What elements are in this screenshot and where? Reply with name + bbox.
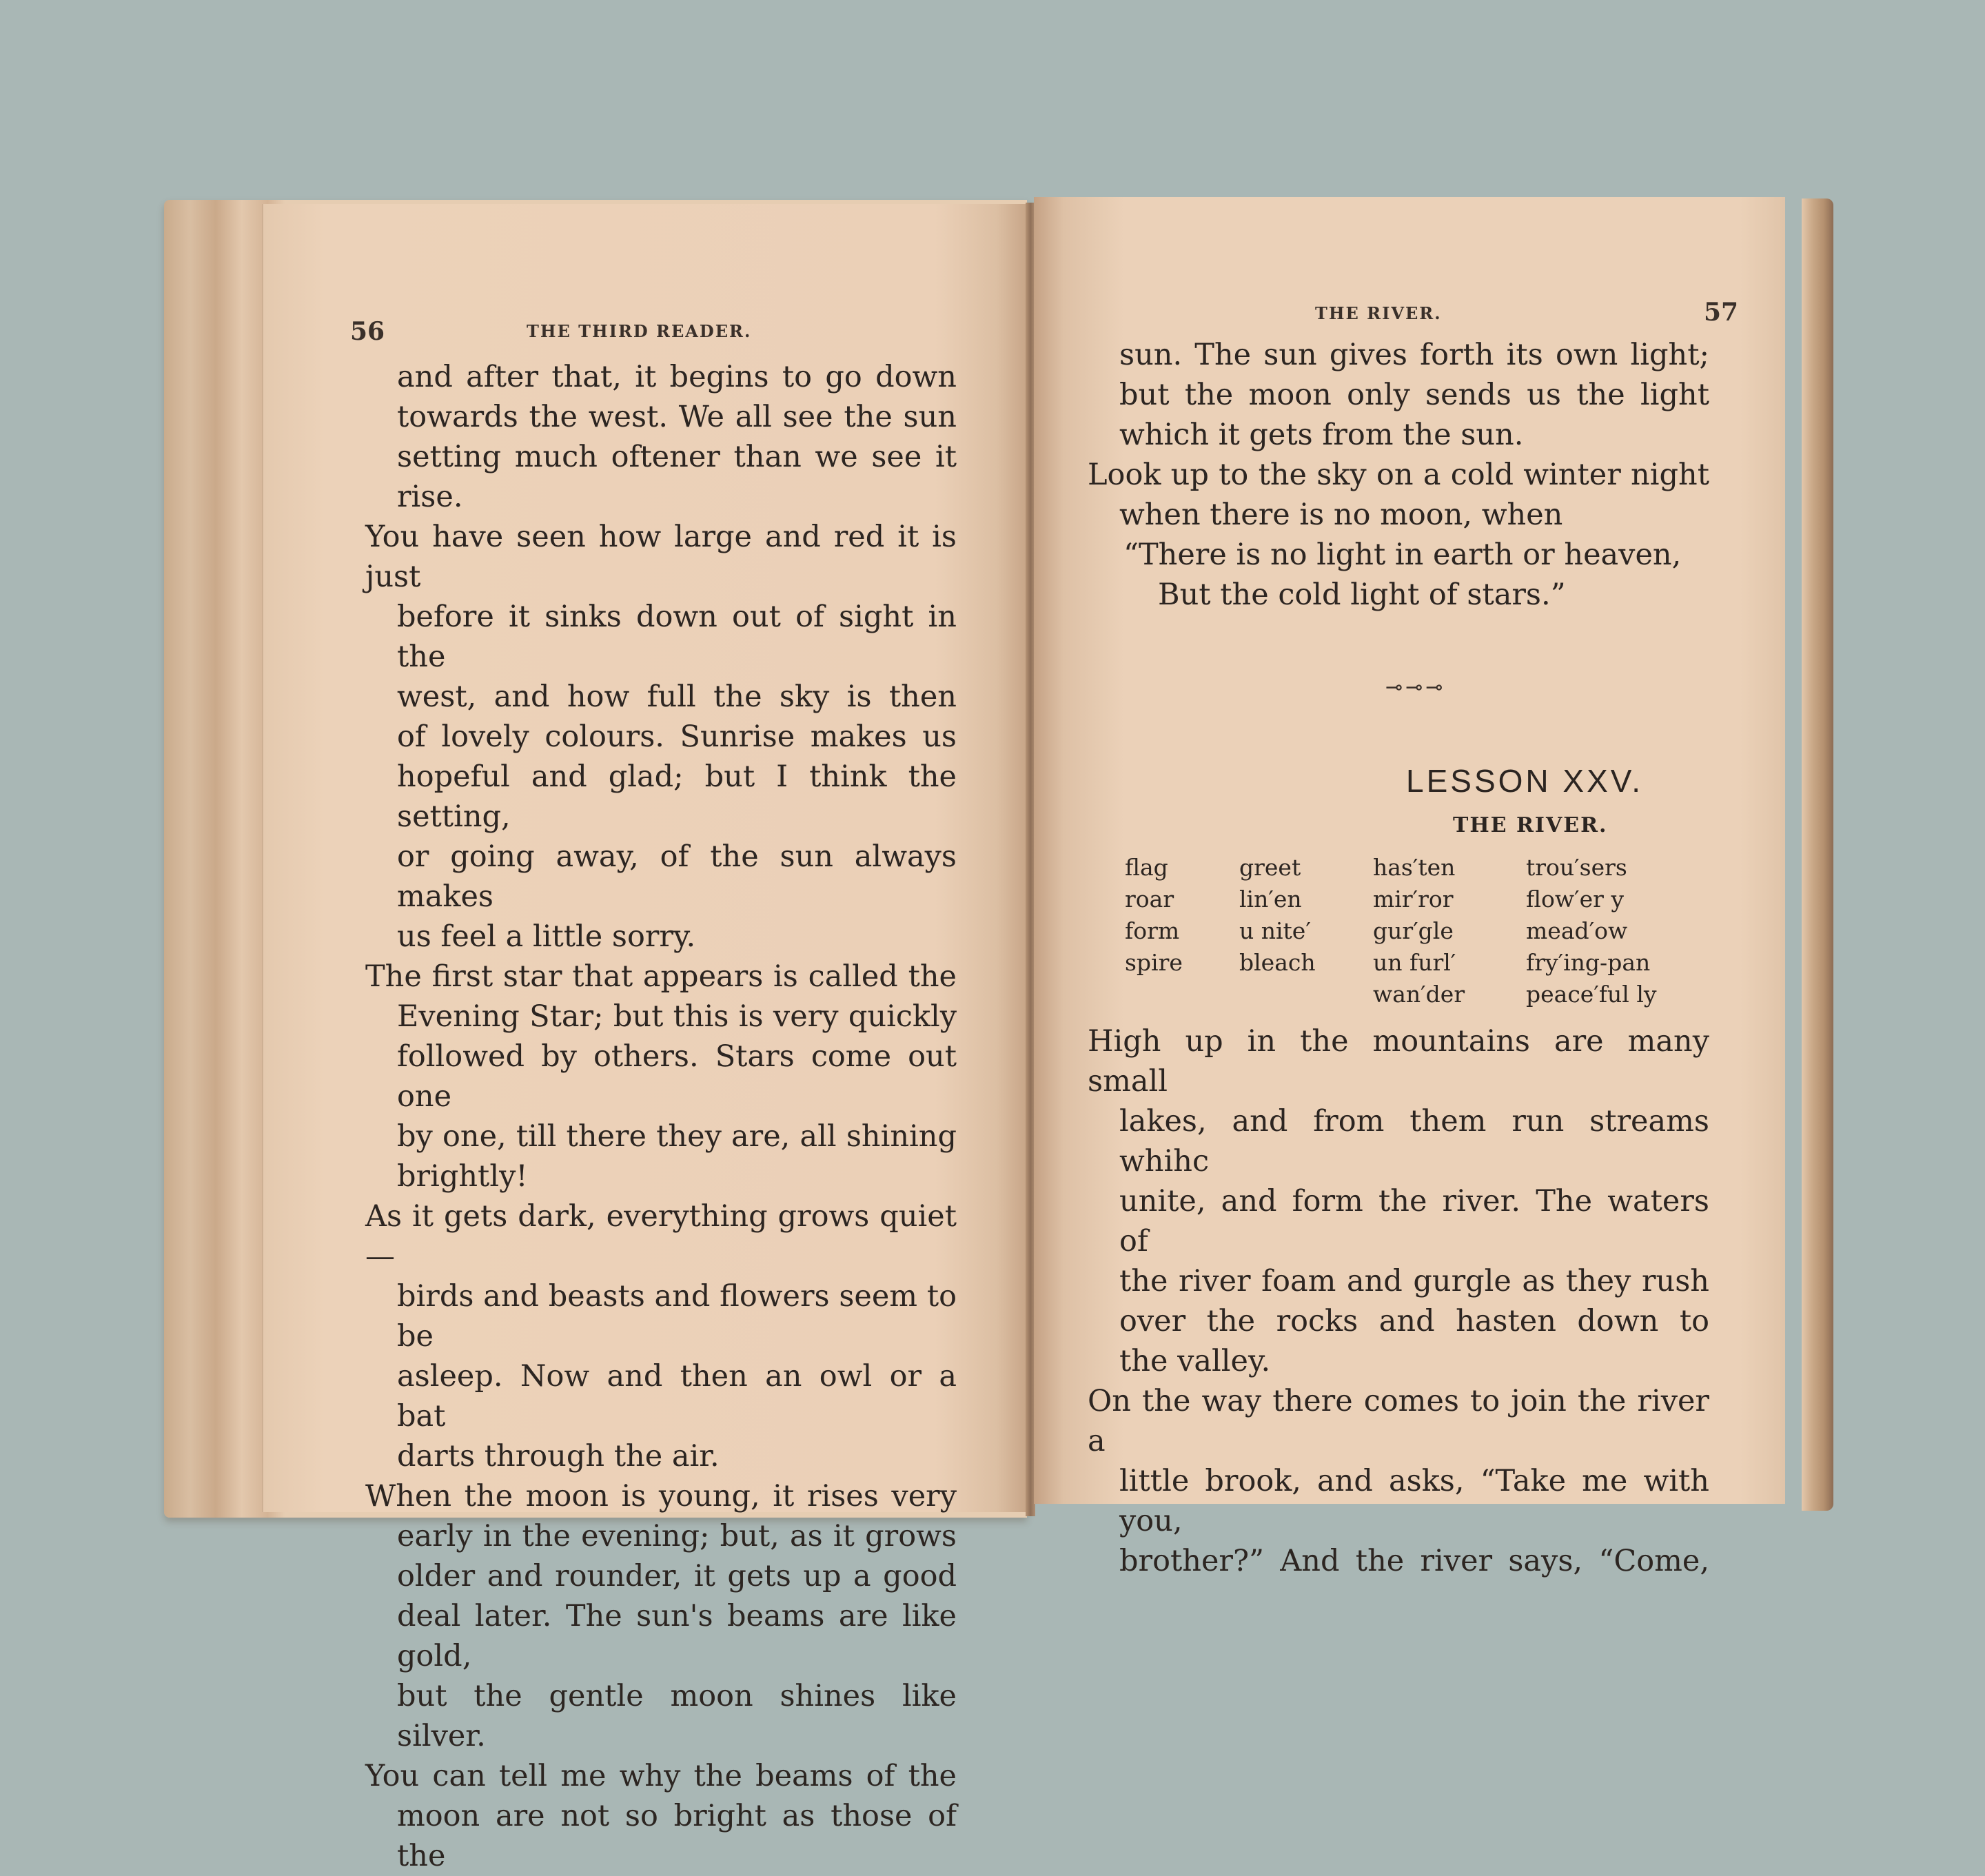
- vocabulary-table: [1125, 852, 1711, 1017]
- text-line: unite, and form the river. The waters of: [1119, 1184, 1709, 1258]
- text-line: early in the evening; but, as it grows: [397, 1519, 957, 1553]
- text-line: You have seen how large and red it is just: [365, 520, 957, 594]
- vocab-word: peace′ful ly: [1526, 981, 1657, 1008]
- vocab-word: lin′en: [1239, 886, 1302, 912]
- vocab-column: [1239, 852, 1316, 979]
- lesson-subtitle: THE RIVER.: [1453, 813, 1608, 837]
- right-page-stack: [1802, 198, 1833, 1511]
- left-page-text: [365, 357, 957, 1876]
- right-page-top-text: [1088, 335, 1709, 535]
- text-line: and after that, it begins to go down: [397, 360, 957, 394]
- right-page-bottom-text: [1088, 1021, 1709, 1581]
- text-line: hopeful and glad; but I think the setting,: [397, 759, 957, 834]
- vocab-column: [1125, 852, 1183, 979]
- left-page: [262, 204, 1027, 1873]
- vocab-word: greet: [1239, 854, 1301, 881]
- text-line: but the moon only sends us the light: [1119, 378, 1709, 412]
- text-line: The first star that appears is called the: [365, 959, 957, 994]
- text-line: birds and beasts and flowers seem to be: [397, 1279, 957, 1354]
- text-line: which it gets from the sun.: [1119, 418, 1524, 452]
- vocab-word: fry′ing-pan: [1526, 949, 1651, 976]
- quote-line: But the cold light of stars.”: [1158, 578, 1566, 612]
- vocab-word: wan′der: [1373, 981, 1465, 1008]
- text-line: brightly!: [397, 1159, 528, 1194]
- text-line: As it gets dark, everything grows quiet—: [365, 1199, 957, 1274]
- text-line: Look up to the sky on a cold winter night: [1088, 458, 1709, 492]
- text-line: You can tell me why the beams of the: [365, 1759, 957, 1793]
- vocab-column: [1373, 852, 1465, 1010]
- vocab-column: [1526, 852, 1657, 1010]
- text-line: older and rounder, it gets up a good: [397, 1559, 957, 1593]
- vocab-word: roar: [1125, 886, 1174, 912]
- text-line: sun. The sun gives forth its own light;: [1119, 338, 1709, 372]
- text-line: over the rocks and hasten down to: [1119, 1304, 1709, 1338]
- vocab-word: spire: [1125, 949, 1183, 976]
- text-line: little brook, and asks, “Take me with you,: [1119, 1464, 1709, 1538]
- text-line: moon are not so bright as those of the: [397, 1799, 957, 1873]
- text-line: us feel a little sorry.: [397, 919, 696, 954]
- text-line: Evening Star; but this is very quickly: [397, 999, 957, 1034]
- text-line: When the moon is young, it rises very: [365, 1479, 957, 1513]
- vocab-word: trou′sers: [1526, 854, 1627, 881]
- text-line: setting much oftener than we see it rise.: [397, 440, 957, 514]
- running-head-right: THE RIVER.: [1315, 303, 1442, 323]
- text-line: towards the west. We all see the sun: [397, 400, 957, 434]
- text-line: when there is no moon, when: [1119, 498, 1563, 532]
- ornament-divider: ⊸⊸⊸: [1385, 675, 1446, 700]
- quote-line: “There is no light in earth or heaven,: [1123, 538, 1682, 572]
- text-line: the valley.: [1119, 1344, 1271, 1378]
- vocab-word: un furl′: [1373, 949, 1456, 976]
- vocab-word: has′ten: [1373, 854, 1456, 881]
- text-line: the river foam and gurgle as they rush: [1119, 1264, 1709, 1298]
- text-line: of lovely colours. Sunrise makes us: [397, 720, 957, 754]
- vocab-word: bleach: [1239, 949, 1316, 976]
- text-line: lakes, and from them run streams whihc: [1119, 1104, 1709, 1179]
- text-line: but the gentle moon shines like silver.: [397, 1679, 957, 1753]
- lesson-title: LESSON XXV.: [1406, 763, 1644, 799]
- text-line: or going away, of the sun always makes: [397, 839, 957, 914]
- text-line: brother?” And the river says, “Come,: [1119, 1544, 1709, 1578]
- text-line: darts through the air.: [397, 1439, 720, 1474]
- text-line: deal later. The sun's beams are like gold,: [397, 1599, 957, 1673]
- poem-quote: [1123, 535, 1709, 615]
- page-number-left: 56: [350, 317, 385, 346]
- vocab-word: u nite′: [1239, 917, 1311, 944]
- page-number-right: 57: [1704, 298, 1739, 327]
- open-book: [164, 194, 1818, 1873]
- text-line: by one, till there they are, all shining: [397, 1119, 957, 1154]
- vocab-word: form: [1125, 917, 1180, 944]
- vocab-word: flag: [1125, 854, 1168, 881]
- vocab-word: flow′er y: [1526, 886, 1625, 912]
- text-line: High up in the mountains are many small: [1088, 1024, 1709, 1099]
- text-line: before it sinks down out of sight in the: [397, 600, 957, 674]
- vocab-word: mir′ror: [1373, 886, 1454, 912]
- text-line: On the way there comes to join the river a: [1088, 1384, 1709, 1458]
- right-page: [1034, 197, 1785, 1578]
- text-line: followed by others. Stars come out one: [397, 1039, 957, 1114]
- running-head-left: THE THIRD READER.: [527, 321, 752, 341]
- text-line: asleep. Now and then an owl or a bat: [397, 1359, 957, 1434]
- vocab-word: mead′ow: [1526, 917, 1628, 944]
- text-line: west, and how full the sky is then: [397, 680, 957, 714]
- vocab-word: gur′gle: [1373, 917, 1454, 944]
